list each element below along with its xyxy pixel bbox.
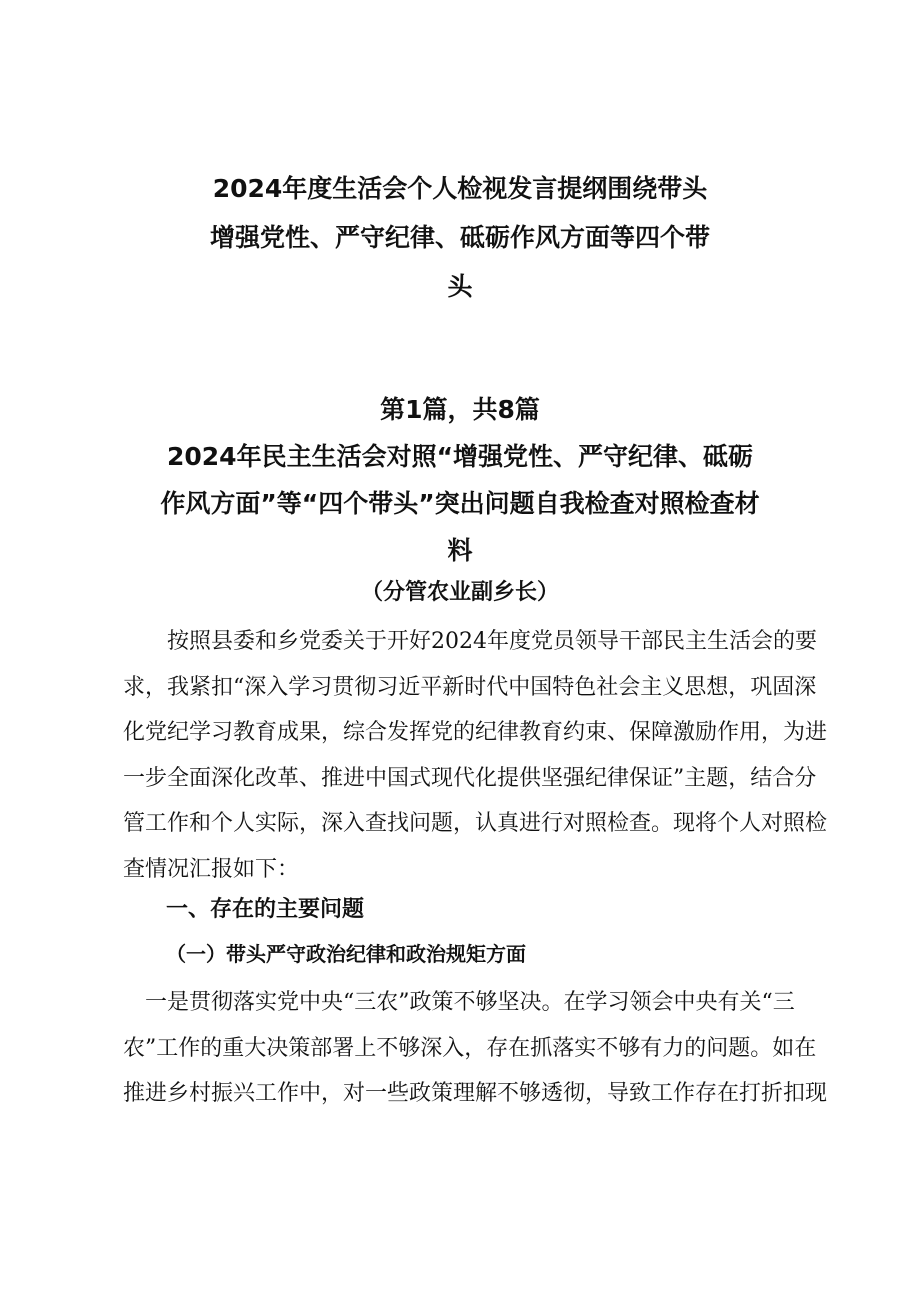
sub-title-line: 作风方面”等“四个带头”突出问题自我检查对照检查材 (160, 489, 760, 518)
main-title-line: 增强党性、严守纪律、砥砺作风方面等四个带 (209, 223, 710, 252)
paragraph-line: 一是贯彻落实党中央“三农”政策不够坚决。在学习领会中央有关“三 (123, 990, 795, 1015)
sub-title-line: 2024年民主生活会对照“增强党性、严守纪律、砥砺 (166, 442, 753, 471)
paragraph-line: 查情况汇报如下： (123, 856, 300, 882)
paragraph-line: 管工作和个人实际，深入查找问题，认真进行对照检查。现将个人对照检 (123, 811, 828, 836)
section-heading: 一、存在的主要问题 (166, 897, 365, 922)
sub-heading: （一）带头严守政治纪律和政治规矩方面 (166, 942, 526, 966)
paragraph-line: 农”工作的重大决策部署上不够深入，存在抓落实不够有力的问题。如在 (123, 1035, 817, 1061)
sub-title-line: 料 (447, 536, 473, 565)
paragraph-line: 推进乡村振兴工作中，对一些政策理解不够透彻，导致工作存在打折扣现 (123, 1081, 828, 1106)
intro-paragraph (123, 619, 828, 892)
paragraph-line: 一步全面深化改革、推进中国式现代化提供坚强纪律保证”主题，结合分 (123, 765, 817, 791)
paragraph-line: 求，我紧扣“深入学习贯彻习近平新时代中国特色社会主义思想，巩固深 (123, 674, 817, 700)
body-paragraph (123, 980, 828, 1117)
author-role: （分管农业副乡长） (360, 580, 559, 605)
part-label: 第1篇，共8篇 (380, 395, 540, 424)
paragraph-line: 化党纪学习教育成果，综合发挥党的纪律教育约束、保障激励作用，为进 (123, 720, 828, 745)
sub-title (130, 433, 790, 574)
main-title-line: 头 (447, 272, 473, 301)
main-title-line: 2024年度生活会个人检视发言提纲围绕带头 (212, 174, 708, 203)
main-title (160, 164, 760, 311)
paragraph-line: 按照县委和乡党委关于开好2024年度党员领导干部民主生活会的要 (123, 629, 817, 654)
